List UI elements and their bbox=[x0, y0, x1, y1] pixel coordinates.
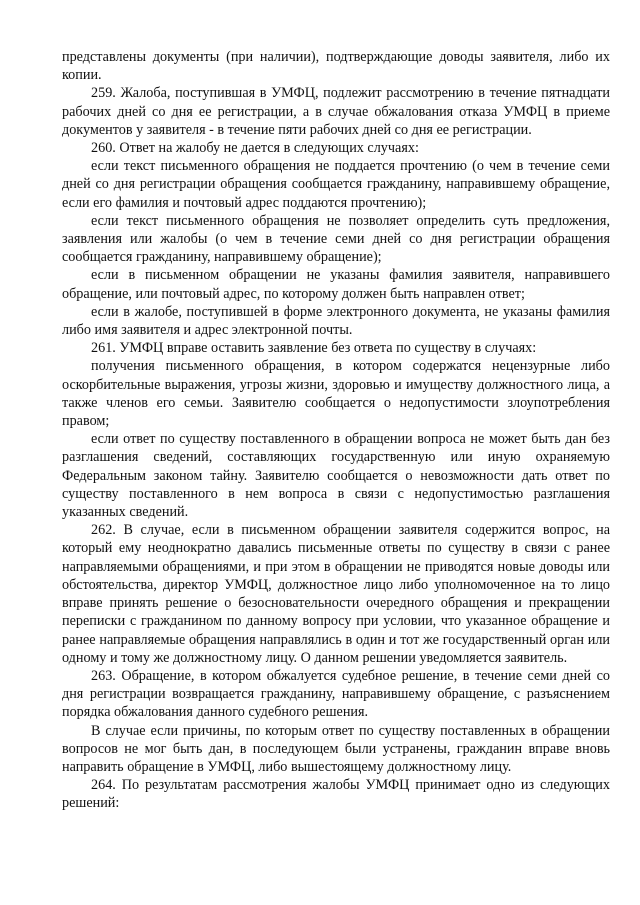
paragraph-260-case-2: если текст письменного обращения не позволяет определить суть предложения, заявления или жалобы (о чем в течение семи дней со дня регистрации обращения сообщается гражданину, направившему обращение); bbox=[62, 212, 610, 266]
paragraph-261-case-2: если ответ по существу поставленного в обращении вопроса не может быть дан без разглашения сведений, составляющих государственную или иную охраняемую Федеральным законом тайну. Заявителю сообщается о невозможности дать ответ по существу поставленного в нем вопроса в связи с недопустимостью разглашения указанных сведений. bbox=[62, 431, 610, 521]
paragraph-260-case-4: если в жалобе, поступившей в форме электронного документа, не указаны фамилия либо имя заявителя и адрес электронной почты. bbox=[62, 303, 610, 339]
paragraph-continuation: представлены документы (при наличии), подтверждающие доводы заявителя, либо их копии. bbox=[62, 49, 610, 84]
paragraph-264: 264. По результатам рассмотрения жалобы УМФЦ принимает одно из следующих решений: bbox=[62, 777, 610, 812]
paragraph-260-case-3: если в письменном обращении не указаны фамилия заявителя, направившего обращение, или почтовый адрес, по которому должен быть направлен ответ; bbox=[62, 267, 610, 302]
paragraph-263: 263. Обращение, в котором обжалуется судебное решение, в течение семи дней со дня регистрации возвращается гражданину, направившему обращение, с разъяснением порядка обжалования данного судебного решения. bbox=[62, 667, 610, 721]
paragraph-260-case-1: если текст письменного обращения не поддается прочтению (о чем в течение семи дней со дня регистрации обращения сообщается гражданину, направившему обращение, если его фамилия и почтовый адрес поддаются прочтению); bbox=[62, 158, 610, 211]
paragraph-260: 260. Ответ на жалобу не дается в следующих случаях: bbox=[91, 140, 419, 157]
paragraph-261-case-1: получения письменного обращения, в котором содержатся нецензурные либо оскорбительные выражения, угрозы жизни, здоровью и имуществу должностного лица, а также членов его семьи. Заявителю сообщается о недопустимости злоупотребления правом; bbox=[62, 358, 610, 430]
paragraph-259: 259. Жалоба, поступившая в УМФЦ, подлежит рассмотрению в течение пятнадцати рабочих дней со дня ее регистрации, а в случае обжалования отказа УМФЦ в приеме документов у заявителя - в течение пяти рабочих дней со дня ее регистрации. bbox=[62, 85, 610, 138]
paragraph-262: 262. В случае, если в письменном обращении заявителя содержится вопрос, на который ему неоднократно давались письменные ответы по существу в связи с ранее направляемыми обращениями, и при этом в обращении не приводятся новые доводы или обстоятельства, директор УМФЦ, должностное лицо либо уполномоченное на то лицо вправе принять решение о безосновательности очередного обращения и прекращении переписки с гражданином по данному вопросу при условии, что указанное обращение и ранее направляемые обращения направлялись в один и тот же государственный орган или одному и тому же должностному лицу. О данном решении уведомляется заявитель. bbox=[62, 522, 610, 666]
paragraph-263-note: В случае если причины, по которым ответ по существу поставленных в обращении вопросов не мог быть дан, в последующем были устранены, гражданин вправе вновь направить обращение в УМФЦ, либо вышестоящему должностному лицу. bbox=[62, 722, 610, 775]
document-page bbox=[62, 48, 610, 813]
paragraph-261: 261. УМФЦ вправе оставить заявление без ответа по существу в случаях: bbox=[91, 340, 537, 357]
